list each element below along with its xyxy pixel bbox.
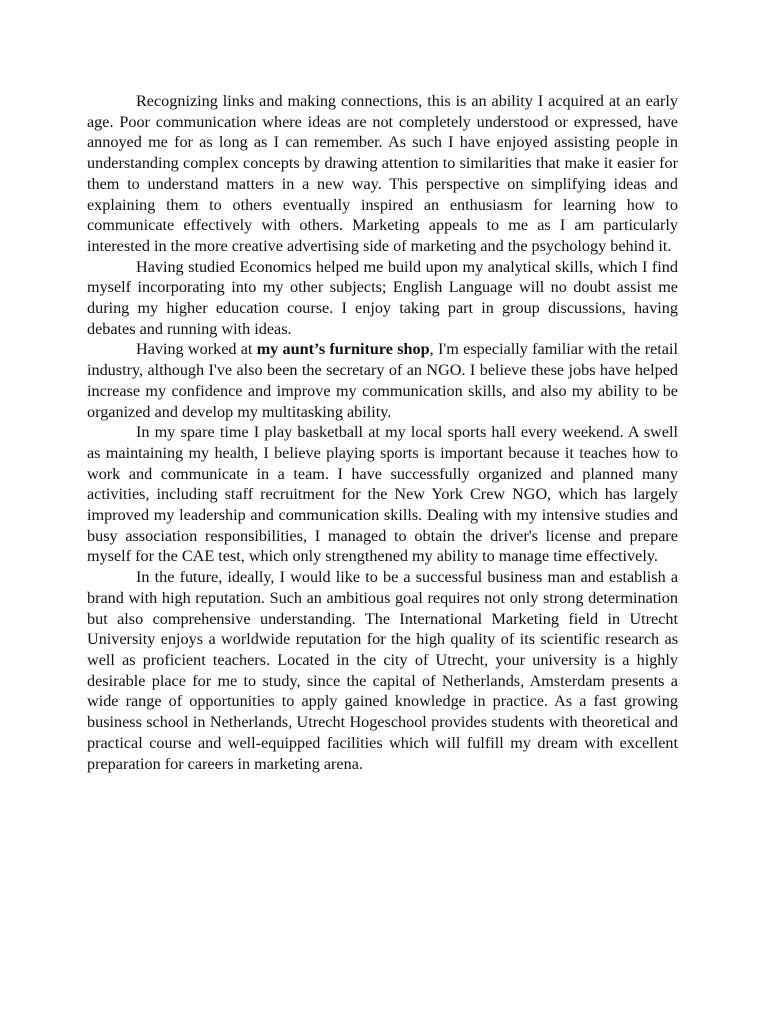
paragraph-3-end: , I'm especially familiar with the retail industry, although I've also been the secretary of an NGO. I believe these jobs have helped increase my confidence and improve my communication skills, and also my ability to be organized and develop my multitasking ability. (87, 340, 678, 421)
paragraph-2: Having studied Economics helped me build upon my analytical skills, which I find myself incorporating into my other subjects; English Language will no doubt assist me during my higher education course. I enjoy taking part in group discussions, having debates and running with ideas. (87, 257, 678, 338)
essay-body (87, 91, 678, 774)
paragraph-4: In my spare time I play basketball at my local sports hall every weekend. A swell as maintaining my health, I believe playing sports is important because it teaches how to work and communicate in a team. I have successfully organized and planned many activities, including staff recruitment for the New York Crew NGO, which has largely improved my leadership and communication skills. Dealing with my intensive studies and busy association responsibilities, I managed to obtain the driver's license and prepare myself for the CAE test, which only strengthened my ability to manage time effectively. (87, 423, 678, 566)
paragraph-5: In the future, ideally, I would like to be a successful business man and establish a brand with high reputation. Such an ambitious goal requires not only strong determination but also comprehensive understanding. The International Marketing field in Utrecht University enjoys a worldwide reputation for the high quality of its scientific research as well as proficient teachers. Located in the city of Utrecht, your university is a highly desirable place for me to study, since the capital of Netherlands, Amsterdam presents a wide range of opportunities to apply gained knowledge in practice. As a fast growing business school in Netherlands, Utrecht Hogeschool provides students with theoretical and practical course and well-equipped facilities which will fulfill my dream with excellent preparation for careers in marketing arena. (87, 568, 678, 773)
paragraph-3-bold-phrase: my aunt’s furniture shop (256, 340, 430, 359)
paragraph-1: Recognizing links and making connections, this is an ability I acquired at an early age. Poor communication where ideas are not completely understood or expressed, have annoyed me for as long as I can remember. As such I have enjoyed assisting people in understanding complex concepts by drawing attention to similarities that make it easier for them to understand matters in a new way. This perspective on simplifying ideas and explaining them to others eventually inspired an enthusiasm for learning how to communicate effectively with others. Marketing appeals to me as I am particularly interested in the more creative advertising side of marketing and the psychology behind it. (87, 92, 678, 255)
paragraph-3-start: Having worked at (136, 340, 257, 359)
paragraph-3 (87, 339, 678, 422)
